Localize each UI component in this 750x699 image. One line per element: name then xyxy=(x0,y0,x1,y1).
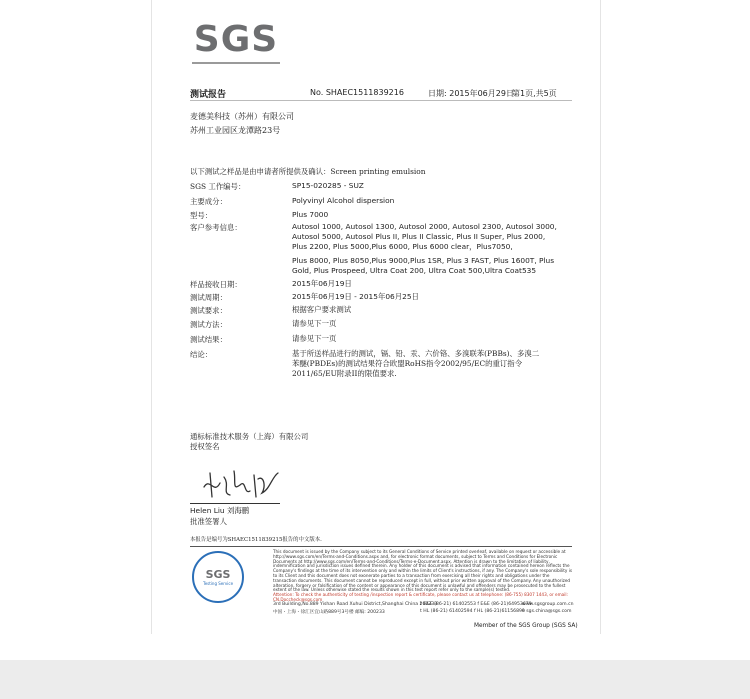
member-of-sgs: Member of the SGS Group (SGS SA) xyxy=(474,623,578,629)
sgs-seal xyxy=(192,551,244,603)
field-value: Plus 8000, Plus 8050,Plus 9000,Plus 1SR, Plus 3 FAST, Plus 1600T, Plus Gold, Plus Prospeed, Ultra Coat 200, Ultra Coat 500,Ultra Coat535 xyxy=(292,256,555,275)
field-label: 测试周期： xyxy=(190,293,227,302)
field-value: 2015年06月19日 - 2015年06月25日 xyxy=(292,292,419,301)
footer-divider xyxy=(190,546,572,547)
report-date: 日期: 2015年06月29日 xyxy=(428,89,514,98)
intro-text: 以下测试之样品是由申请者所提供及确认：Screen printing emulsion xyxy=(190,167,426,176)
telephone-ee: t E&E (86-21) 61402553 f E&E (86-21)64953679 xyxy=(420,602,532,607)
signatory-name: Helen Liu 刘海鹏 xyxy=(190,506,250,515)
client-address: 苏州工业园区龙潭路23号 xyxy=(190,126,281,135)
conclusion-text: 基于所送样品进行的测试，镉、铅、汞、六价铬、多溴联苯(PBBs)、多溴二苯醚(PBDEs)的测试结果符合欧盟RoHS指令2002/95/EC的重订指令2011/65/EU附录II的限值要求. xyxy=(292,349,540,378)
field-value: Polyvinyl Alcohol dispersion xyxy=(292,196,395,205)
client-name: 麦德美科技（苏州）有限公司 xyxy=(190,112,294,121)
field-value: Plus 7000 xyxy=(292,210,329,219)
field-label: 测试方法： xyxy=(190,320,227,329)
address-en: 3rd Building,No.889 Yishan Road Xuhui District,Shanghai China 200233 xyxy=(273,602,438,607)
page-number: 第1页,共5页 xyxy=(512,89,557,98)
report-page xyxy=(151,0,601,634)
authorized-signature-label: 授权签名 xyxy=(190,442,220,451)
signatory-role: 批准签署人 xyxy=(190,517,227,526)
field-value: 2015年06月19日 xyxy=(292,279,352,288)
address-cn: 中国・上海・徐汇区宜山路889号3号楼 邮编: 200233 xyxy=(273,610,385,615)
field-label: 客户参考信息： xyxy=(190,223,242,232)
field-label: 测试要求： xyxy=(190,306,227,315)
field-value: 请参见下一页 xyxy=(292,334,337,343)
disclaimer-text: This document is issued by the Company subject to its General Conditions of Service printed overleaf, available on request or accessible at http://www.sgs.com/en/Terms-and-Conditions.aspx and, for electronic format documents, subject to Terms and Conditions for Electronic Documents at http://www.sgs.com/en/Terms-and-Conditions/Terms-e-Document.aspx. Attention is drawn to the limitation of liability, indemnification and jurisdiction issues defined therein. Any holder of this document is advised that information contained hereon reflects the Company's findings at the time of its intervention only and within the limits of Client's instructions, if any. The Company's sole responsibility is to its Client and this document does not exonerate parties to a transaction from exercising all their rights and obligations under the transaction documents. This document cannot be reproduced except in full, without prior written approval of the Company. Any unauthorized alteration, forgery or falsification of the content or appearance of this document is unlawful and offenders may be prosecuted to the fullest extent of the law. Unless otherwise stated the results shown in this test report refer only to the sample(s) tested. xyxy=(273,549,573,593)
field-value: SP15-020285 - SUZ xyxy=(292,181,364,190)
authenticity-notice: Attention: To check the authenticity of testing /inspection report & certificate, please contact us at telephone: (86-755) 8307 1443, or email: CN.Doccheck@sgs.com xyxy=(273,592,568,602)
seal-logo-text: SGS xyxy=(205,568,231,581)
version-note: 本报告是编号为SHAEC1511839215报告的中文版本. xyxy=(190,537,322,543)
field-value: Autosol 1000, Autosol 1300, Autosol 2000, Autosol 2300, Autosol 3000, Autosol 5000, Autosol Plus II, Plus II Classic, Plus II Super, Plus 2000, Plus 2200, Plus 5000,Plus 6000, Plus 6000 clear，Plus7050, xyxy=(292,222,557,251)
sgs-logo: SGS xyxy=(193,18,279,60)
signatory-company: 通标标准技术服务（上海）有限公司 xyxy=(190,432,309,441)
field-label: 测试结果： xyxy=(190,335,227,344)
website: www.sgsgroup.com.cn xyxy=(522,602,574,607)
report-number: No. SHAEC1511839216 xyxy=(310,88,404,97)
field-label: 主要成分： xyxy=(190,197,227,206)
signature-line xyxy=(190,503,280,504)
handwritten-signature xyxy=(200,465,284,503)
field-label: SGS 工作编号： xyxy=(190,182,246,191)
logo-underline xyxy=(192,62,280,64)
seal-subtitle: Testing Service xyxy=(202,581,234,586)
header-divider xyxy=(190,100,572,101)
field-label: 型号： xyxy=(190,211,213,220)
report-title: 测试报告 xyxy=(190,90,227,100)
field-value: 根据客户要求测试 xyxy=(292,305,352,314)
page-bottom-band xyxy=(0,660,750,699)
field-value: 请参见下一页 xyxy=(292,319,337,328)
field-label: 样品接收日期： xyxy=(190,280,242,289)
field-label: 结论： xyxy=(190,350,213,359)
email: e sgs.china@sgs.com xyxy=(522,609,572,614)
telephone-hl: t HL (86-21) 61402594 f HL (86-21)61156899 xyxy=(420,609,525,614)
